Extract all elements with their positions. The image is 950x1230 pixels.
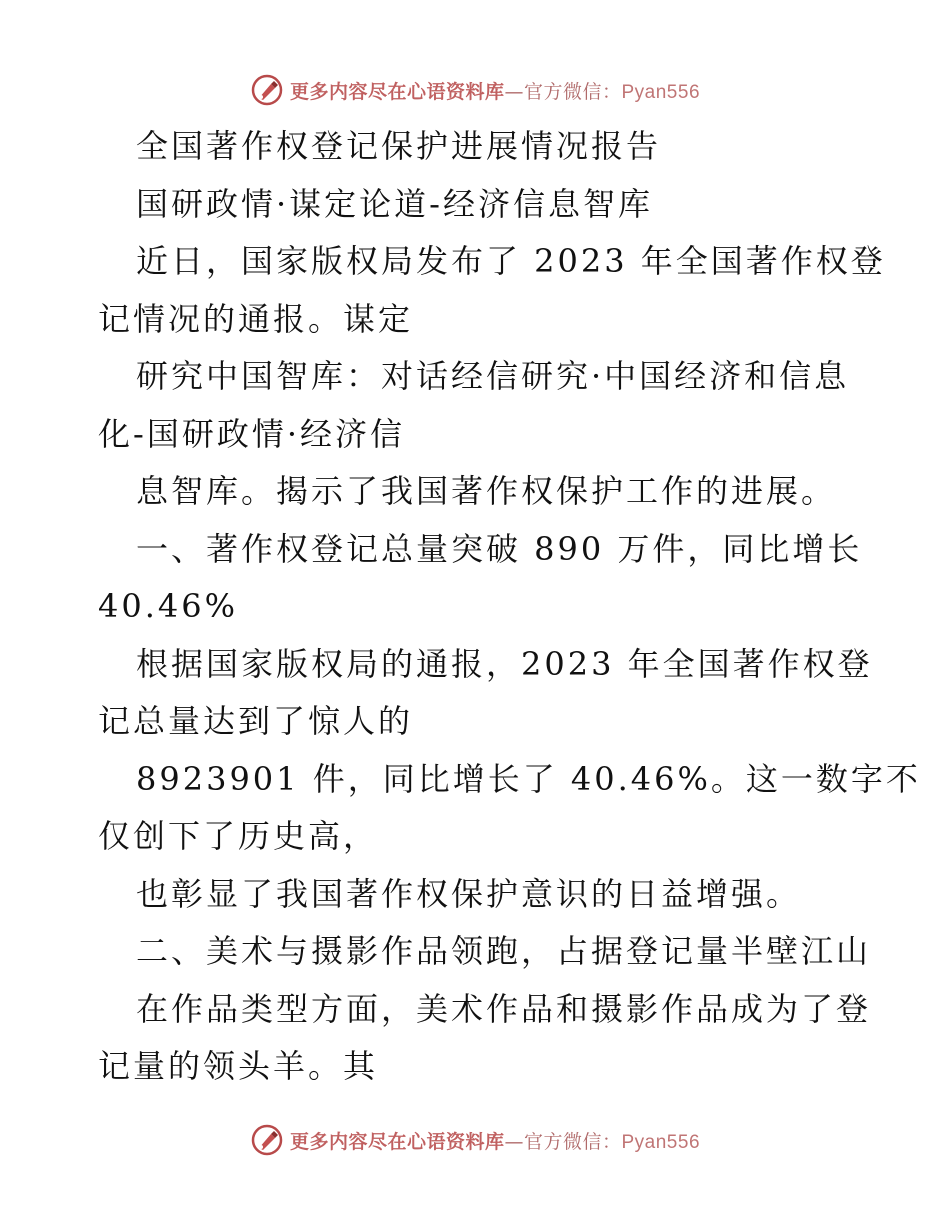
paragraph-line: 记量的领头羊。其	[98, 1047, 379, 1085]
paragraph-line: 根据国家版权局的通报，2023 年全国著作权登	[136, 644, 873, 683]
paragraph-line: 研究中国智库：对话经信研究·中国经济和信息	[136, 357, 850, 395]
paragraph-line: 也彰显了我国著作权保护意识的日益增强。	[136, 874, 802, 913]
banner-main-text: 更多内容尽在心语资料库	[289, 80, 505, 103]
banner-separator: —	[504, 1130, 524, 1153]
banner-wechat-label: 官方微信：	[523, 80, 622, 103]
banner-text	[290, 77, 700, 104]
paragraph-line: 息智库。揭示了我国著作权保护工作的进展。	[136, 472, 837, 510]
banner-separator: —	[504, 80, 524, 103]
paragraph-line: 记情况的通报。谋定	[98, 299, 414, 338]
banner-wechat-label: 官方微信：	[523, 1130, 622, 1153]
paragraph-line: 8923901 件，同比增长了 40.46%。这一数字不	[136, 759, 921, 798]
paragraph-line: 近日，国家版权局发布了 2023 年全国著作权登	[136, 242, 886, 280]
pen-logo-icon	[250, 73, 284, 107]
section-heading: 一、著作权登记总量突破 890 万件，同比增长	[136, 529, 863, 568]
header-banner	[0, 70, 950, 110]
document-source: 国研政情·谋定论道-经济信息智库	[136, 184, 653, 223]
footer-banner	[0, 1120, 950, 1160]
paragraph-line: 在作品类型方面，美术作品和摄影作品成为了登	[136, 989, 872, 1028]
banner-text	[290, 1127, 700, 1154]
banner-wechat-id: Pyan556	[621, 81, 701, 103]
paragraph-line: 记总量达到了惊人的	[98, 702, 414, 740]
document-body	[98, 118, 921, 1096]
banner-wechat-id: Pyan556	[621, 1131, 701, 1153]
banner-main-text: 更多内容尽在心语资料库	[289, 1130, 505, 1153]
paragraph-line: 仅创下了历史高，	[98, 817, 379, 855]
section-heading: 二、美术与摄影作品领跑，占据登记量半壁江山	[136, 932, 872, 970]
paragraph-line: 化-国研政情·经济信	[98, 414, 405, 453]
pen-logo-icon	[250, 1123, 284, 1157]
section-heading: 40.46%	[98, 587, 239, 625]
document-title: 全国著作权登记保护进展情况报告	[136, 127, 662, 165]
